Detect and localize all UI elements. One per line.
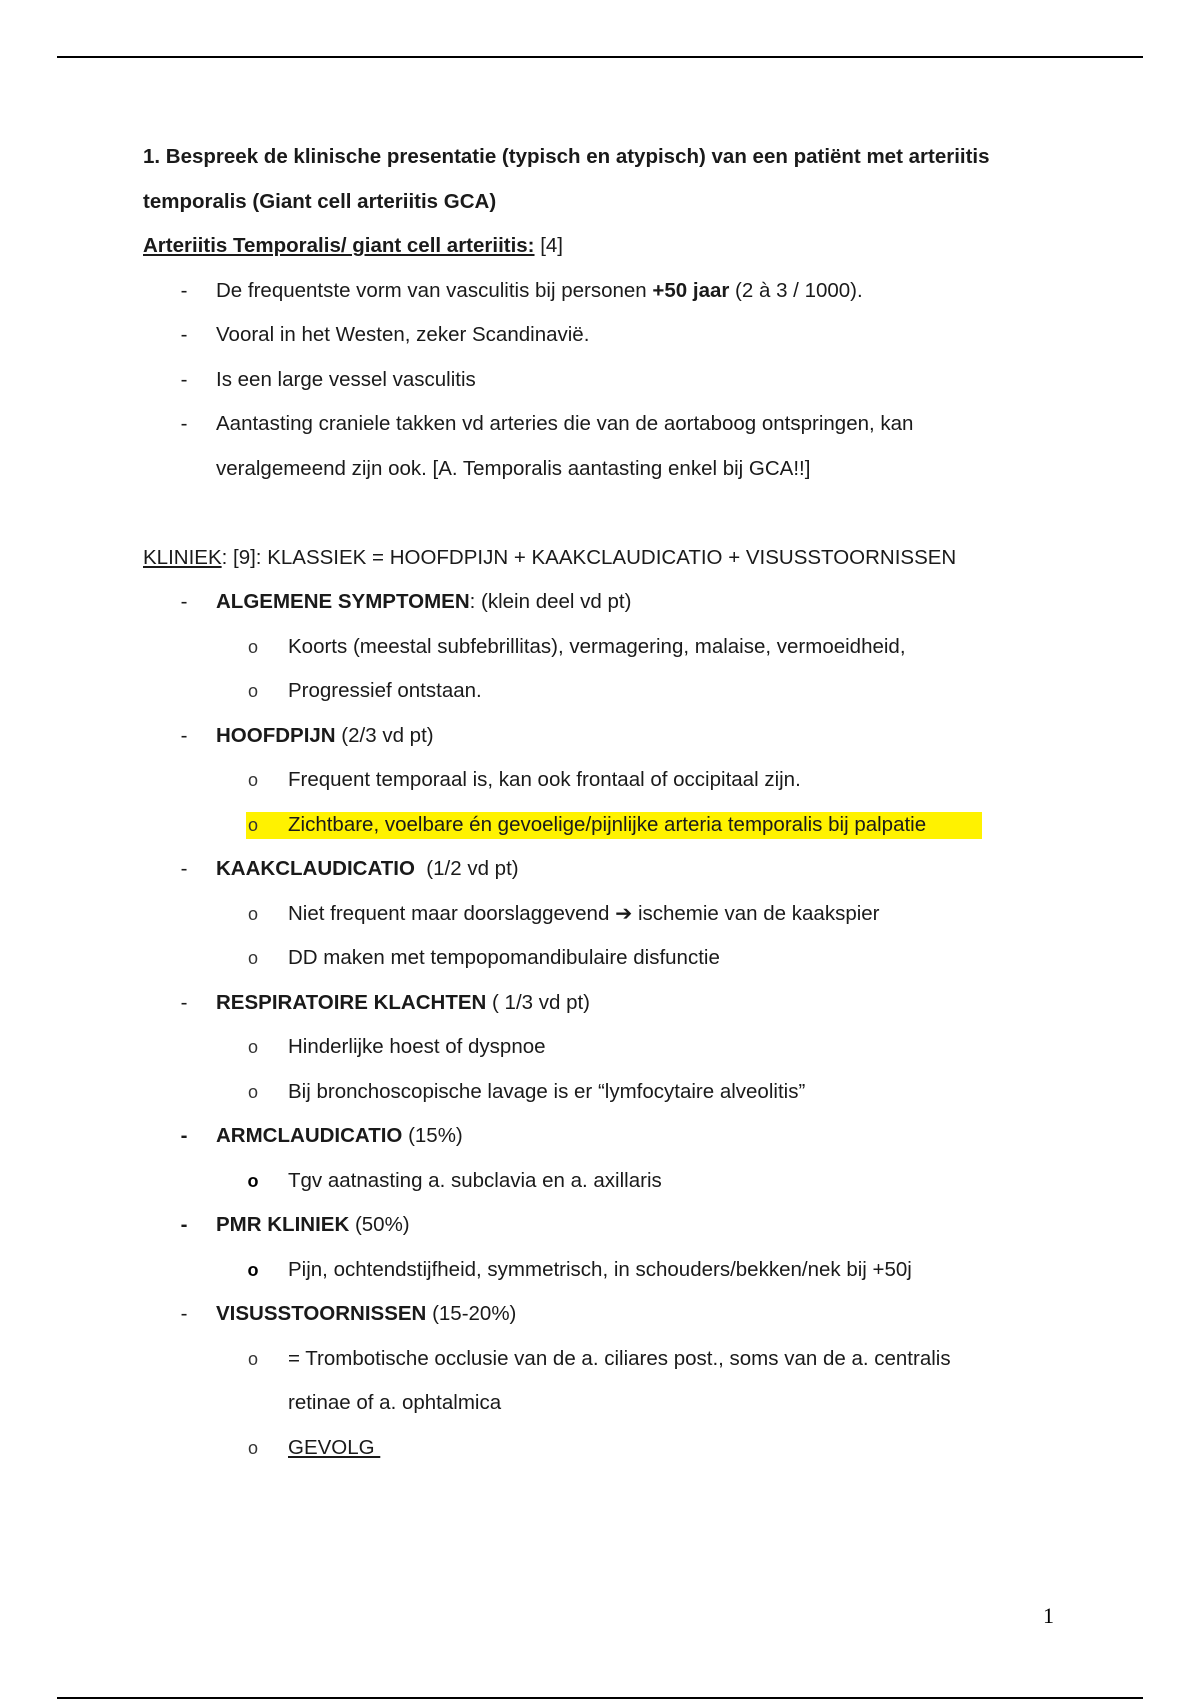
sub-item: o Progressief ontstaan. [143, 669, 1093, 714]
circle-bullet: o [247, 948, 258, 968]
sub-item-highlighted: o Zichtbare, voelbare én gevoelige/pijnlijke arteria temporalis bij palpatie [143, 803, 1093, 848]
list-item: - Is een large vessel vasculitis [143, 358, 1093, 403]
kliniek-heading [143, 536, 1093, 581]
header-rule [57, 56, 1143, 58]
arrow-right-icon: ➔ [615, 901, 633, 925]
sub-item: o Niet frequent maar doorslaggevend ➔ ischemie van de kaakspier [143, 892, 1093, 937]
page-number: 1 [1043, 1603, 1054, 1628]
sub-item: o = Trombotische occlusie van de a. ciliares post., soms van de a. centralis [143, 1337, 1093, 1382]
circle-bullet: o [247, 1348, 258, 1369]
circle-bullet: o [247, 770, 258, 790]
sub-item: o Tgv aatnasting a. subclavia en a. axillaris [143, 1159, 1093, 1204]
circle-bullet: o [247, 636, 258, 657]
circle-bullet: o [247, 1170, 259, 1191]
section-heading [143, 224, 1093, 269]
dash-bullet: - [180, 1124, 188, 1147]
kliniek-summary: : [9]: KLASSIEK = HOOFDPIJN + KAAKCLAUDICATIO + VISUSSTOORNISSEN [221, 545, 957, 569]
symptom-group-algemeen: - ALGEMENE SYMPTOMEN: (klein deel vd pt) [143, 580, 1093, 625]
dash-bullet: - [180, 323, 188, 346]
list-item: - De frequentste vorm van vasculitis bij personen +50 jaar (2 à 3 / 1000). [143, 269, 1093, 314]
symptom-group-armclaudicatio: - ARMCLAUDICATIO (15%) [143, 1114, 1093, 1159]
sub-item-continuation: retinae of a. ophtalmica [288, 1391, 502, 1414]
sub-item: o Koorts (meestal subfebrillitas), vermagering, malaise, vermoeidheid, [143, 625, 1093, 670]
list-item-continuation: veralgemeend zijn ook. [A. Temporalis aantasting enkel bij GCA!!] [216, 456, 811, 480]
circle-bullet: o [247, 1081, 258, 1102]
section-heading-title: Arteriitis Temporalis/ giant cell arteriitis: [143, 234, 535, 257]
footer-rule [57, 1697, 1143, 1699]
kliniek-label: KLINIEK [143, 545, 222, 569]
symptom-group-kaakclaudicatio: - KAAKCLAUDICATIO (1/2 vd pt) [143, 847, 1093, 892]
dash-bullet: - [180, 857, 188, 880]
sub-item: o GEVOLG [143, 1426, 1093, 1471]
section-heading-ref: [4] [534, 234, 564, 257]
dash-bullet: - [180, 1213, 188, 1236]
symptom-group-visus: - VISUSSTOORNISSEN (15-20%) [143, 1292, 1093, 1337]
symptom-group-respiratoir: - RESPIRATOIRE KLACHTEN ( 1/3 vd pt) [143, 981, 1093, 1026]
dash-bullet: - [180, 1302, 188, 1325]
sub-item: o Pijn, ochtendstijfheid, symmetrisch, in schouders/bekken/nek bij +50j [143, 1248, 1093, 1293]
symptom-group-pmr: - PMR KLINIEK (50%) [143, 1203, 1093, 1248]
circle-bullet: o [247, 814, 258, 835]
sub-item: o Hinderlijke hoest of dyspnoe [143, 1025, 1093, 1070]
circle-bullet: o [247, 1259, 259, 1280]
list-item: - Vooral in het Westen, zeker Scandinavië. [143, 313, 1093, 358]
question-title-line-1: 1. Bespreek de klinische presentatie (typisch en atypisch) van een patiënt met arteriitis [143, 145, 990, 168]
dash-bullet: - [180, 723, 188, 747]
list-item: - Aantasting craniele takken vd arteries die van de aortaboog ontspringen, kan [143, 402, 1093, 447]
spacer [143, 491, 1093, 536]
circle-bullet: o [247, 681, 258, 701]
sub-item: o Bij bronchoscopische lavage is er “lymfocytaire alveolitis” [143, 1070, 1093, 1115]
dash-bullet: - [180, 367, 188, 391]
question-title-line-2: temporalis (Giant cell arteriitis GCA) [143, 189, 497, 213]
dash-bullet: - [180, 412, 188, 435]
symptom-group-hoofdpijn: - HOOFDPIJN (2/3 vd pt) [143, 714, 1093, 759]
dash-bullet: - [180, 990, 188, 1014]
dash-bullet: - [180, 278, 188, 302]
circle-bullet: o [247, 1437, 258, 1458]
sub-item: o Frequent temporaal is, kan ook frontaal of occipitaal zijn. [143, 758, 1093, 803]
circle-bullet: o [247, 1037, 258, 1057]
circle-bullet: o [247, 903, 258, 924]
document-body [143, 135, 1093, 1470]
dash-bullet: - [180, 590, 188, 613]
sub-item: o DD maken met tempopomandibulaire disfunctie [143, 936, 1093, 981]
